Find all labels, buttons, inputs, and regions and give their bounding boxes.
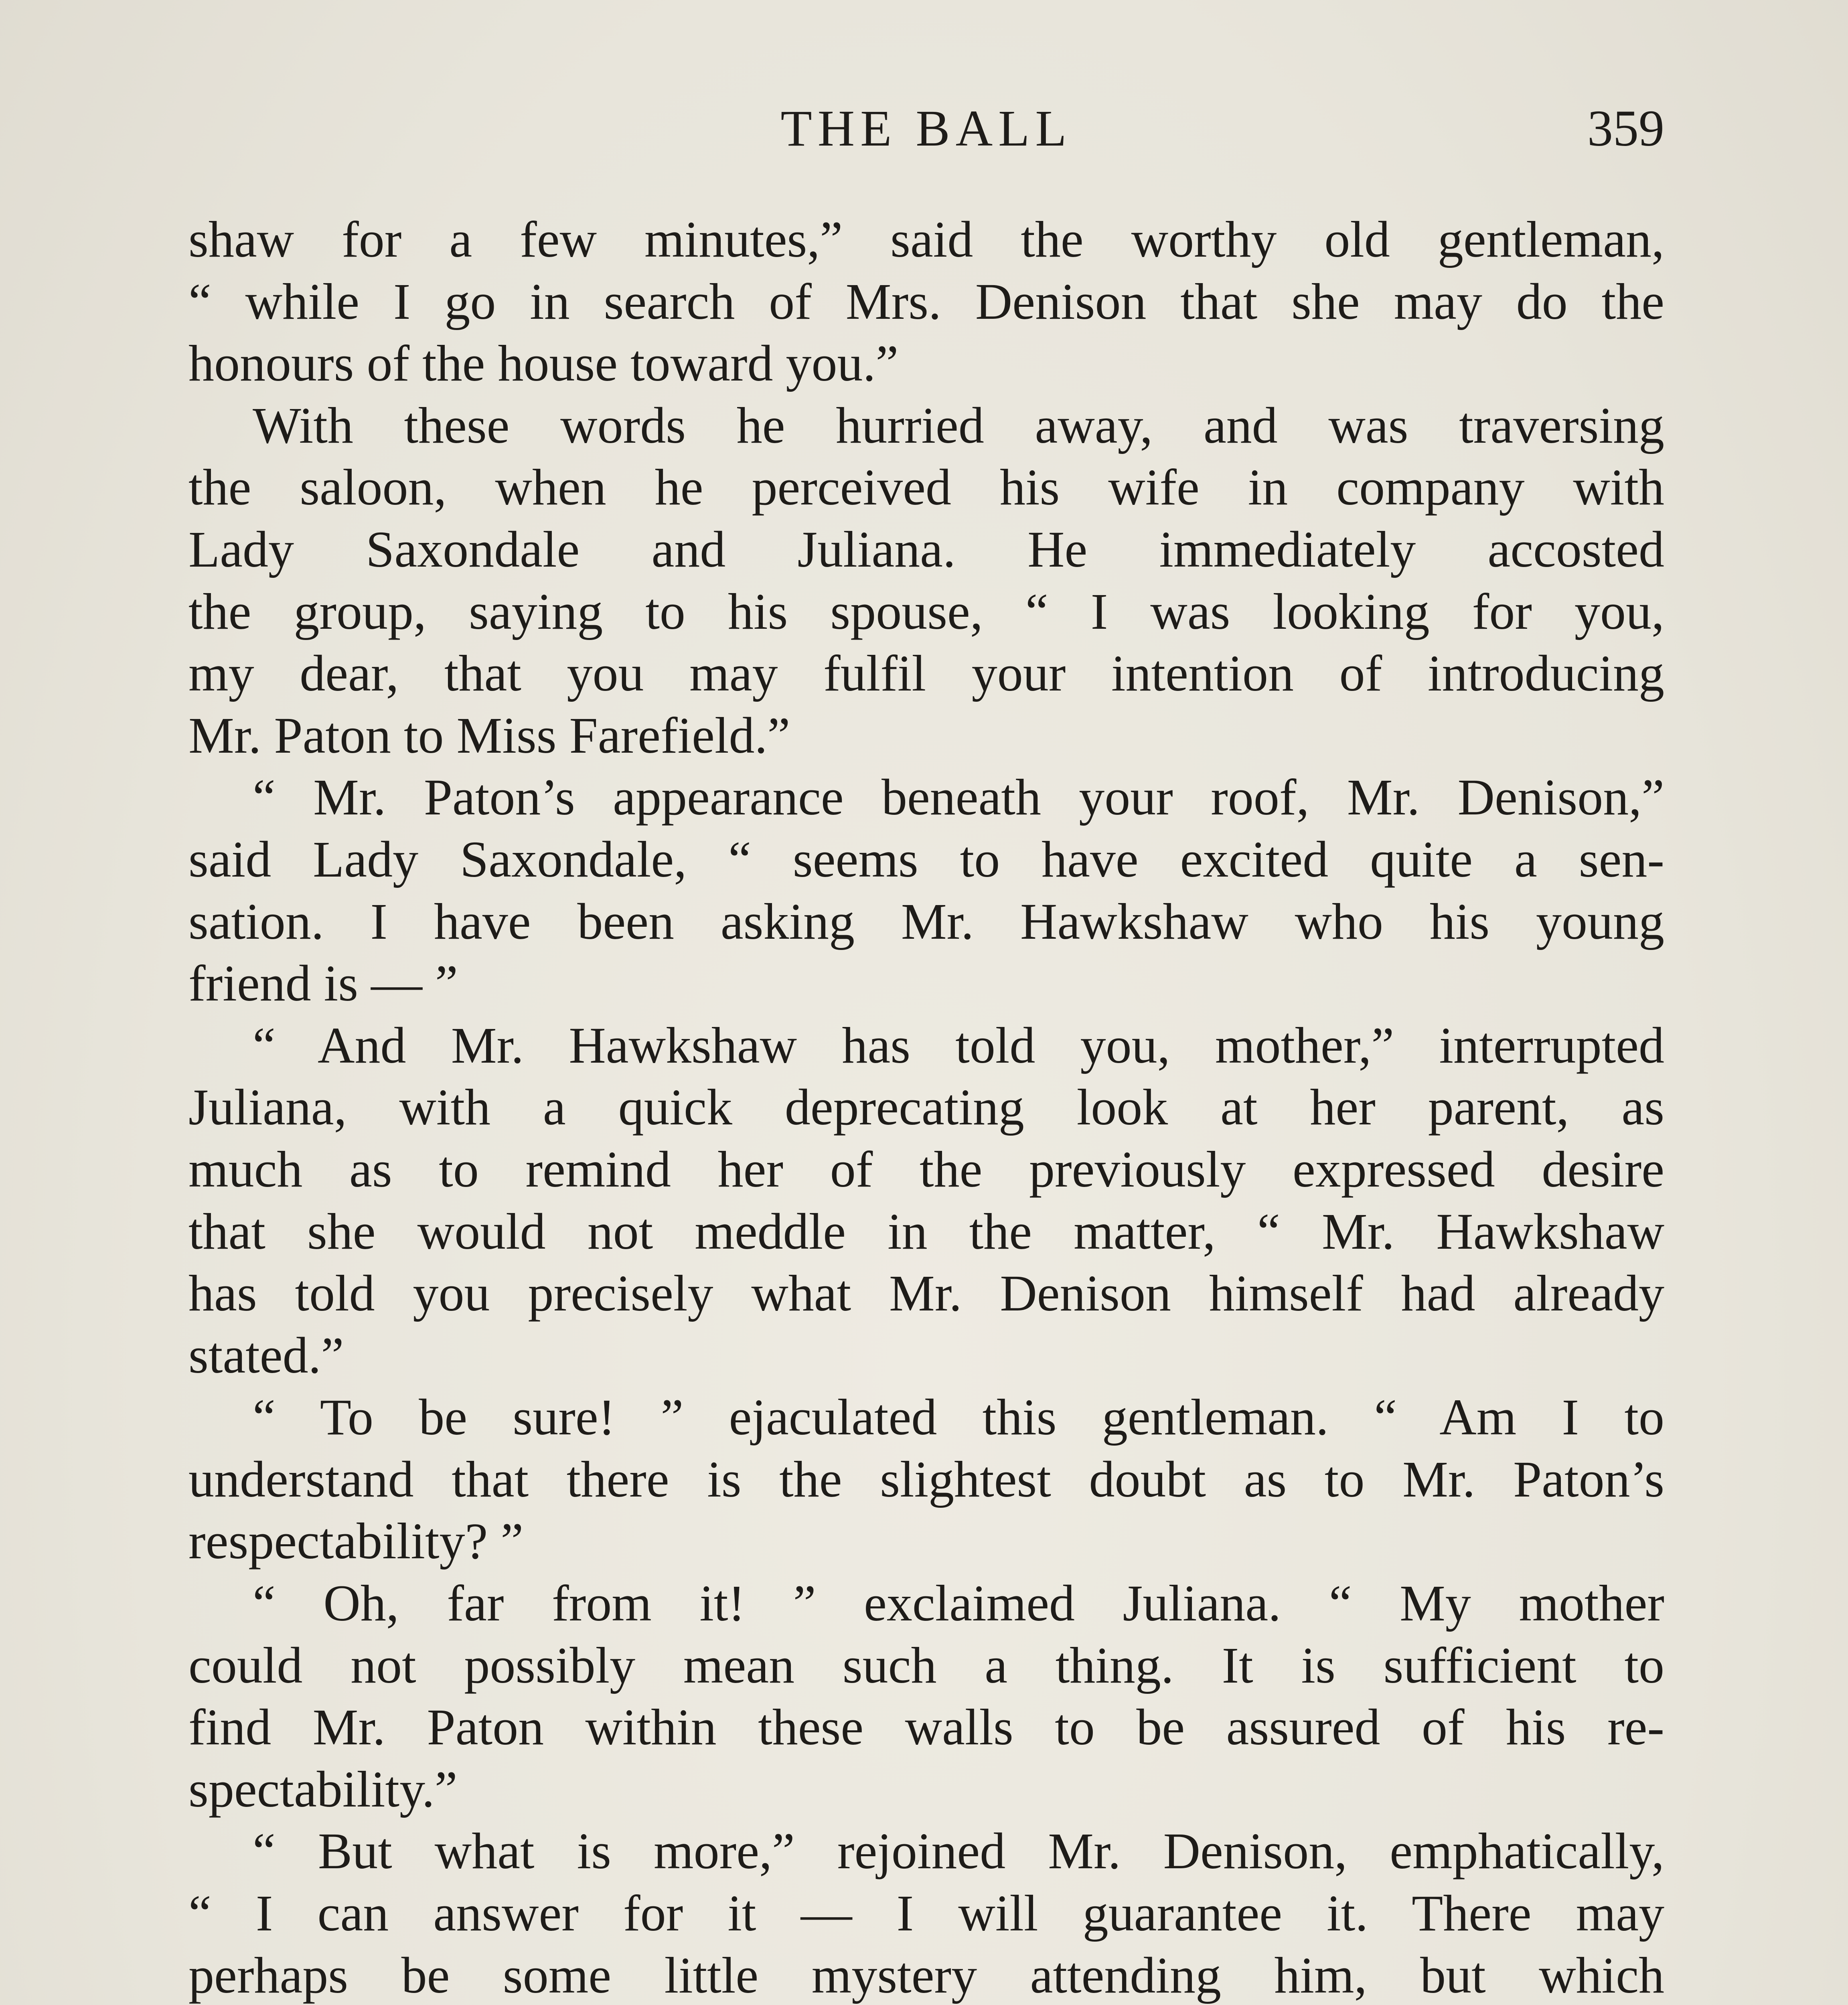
running-head: THE BALL bbox=[780, 100, 1072, 157]
page-header bbox=[188, 92, 1664, 164]
text-line: Lady Saxondale and Juliana. He immediately accosted bbox=[188, 520, 1664, 578]
text-line: “ Oh, far from it! ” exclaimed Juliana. “ My mother bbox=[253, 1575, 1664, 1632]
text-line: “ I can answer for it — I will guarantee it. There may bbox=[188, 1885, 1664, 1942]
text-line: Juliana, with a quick deprecating look at her parent, as bbox=[188, 1079, 1664, 1136]
text-line: shaw for a few minutes,” said the worthy old gentleman, bbox=[188, 211, 1664, 268]
text-line: respectability? ” bbox=[188, 1513, 524, 1570]
text-line: perhaps be some little mystery attending him, but which bbox=[188, 1946, 1664, 2004]
page-number: 359 bbox=[1587, 100, 1664, 157]
text-line: “ To be sure! ” ejaculated this gentleman. “ Am I to bbox=[253, 1389, 1664, 1446]
text-line: understand that there is the slightest doubt as to Mr. Paton’s bbox=[188, 1450, 1664, 1508]
text-line: that she would not meddle in the matter, “ Mr. Hawkshaw bbox=[188, 1203, 1664, 1260]
text-line: “ Mr. Paton’s appearance beneath your roof, Mr. Denison,” bbox=[253, 769, 1664, 826]
body-text bbox=[188, 209, 1664, 2005]
text-line: has told you precisely what Mr. Denison himself had already bbox=[188, 1265, 1664, 1322]
text-line: much as to remind her of the previously expressed desire bbox=[188, 1140, 1664, 1198]
text-line: could not possibly mean such a thing. It is sufficient to bbox=[188, 1636, 1664, 1694]
text-line: “ And Mr. Hawkshaw has told you, mother,” interrupted bbox=[253, 1017, 1664, 1074]
text-line: the saloon, when he perceived his wife in company with bbox=[188, 459, 1664, 516]
text-line: honours of the house toward you.” bbox=[188, 335, 899, 392]
text-line: Mr. Paton to Miss Farefield.” bbox=[188, 707, 790, 764]
text-line: sation. I have been asking Mr. Hawkshaw who his young bbox=[188, 893, 1664, 950]
text-line: my dear, that you may fulfil your intention of introducing bbox=[188, 645, 1664, 702]
text-line: “ while I go in search of Mrs. Denison that she may do the bbox=[188, 273, 1664, 330]
text-line: With these words he hurried away, and was traversing bbox=[253, 397, 1664, 454]
text-line: the group, saying to his spouse, “ I was looking for you, bbox=[188, 583, 1664, 640]
text-line: said Lady Saxondale, “ seems to have excited quite a sen- bbox=[188, 830, 1664, 888]
text-line: friend is — ” bbox=[188, 955, 458, 1012]
text-line: stated.” bbox=[188, 1327, 344, 1384]
text-line: spectability.” bbox=[188, 1760, 458, 1818]
text-line: “ But what is more,” rejoined Mr. Denison, emphatically, bbox=[253, 1823, 1664, 1880]
text-line: find Mr. Paton within these walls to be assured of his re- bbox=[188, 1699, 1664, 1756]
